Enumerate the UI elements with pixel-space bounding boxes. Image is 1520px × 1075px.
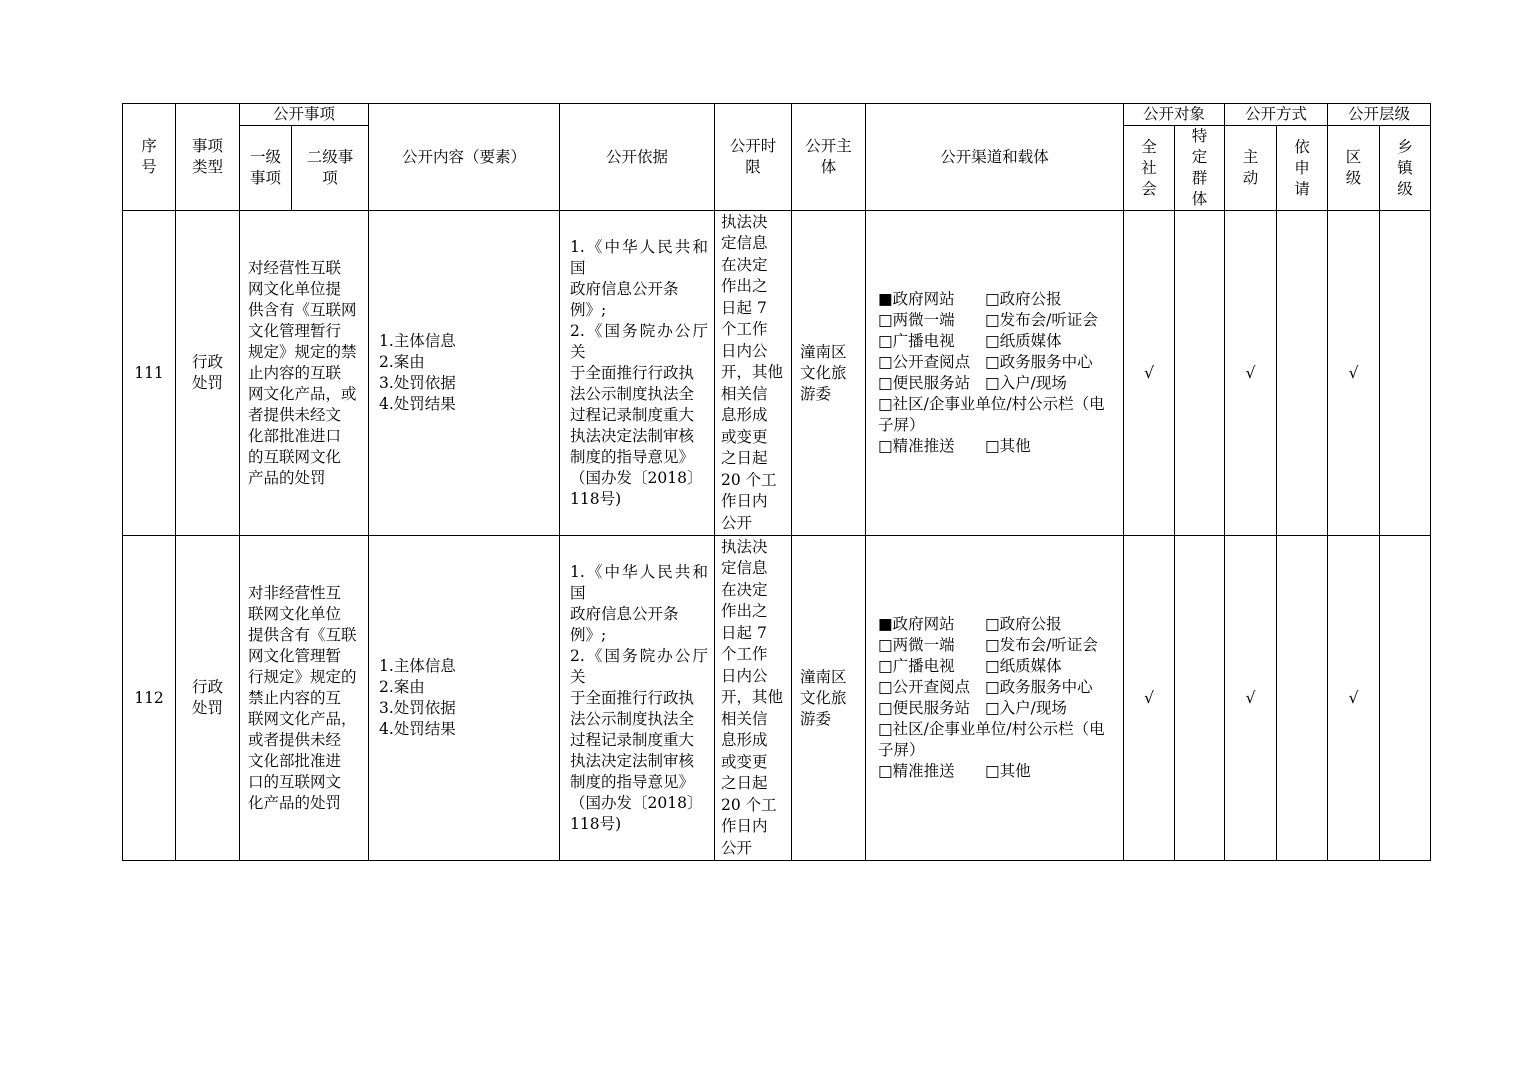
- text-line: 制度的指导意见》: [570, 447, 695, 466]
- text-line: 2.《国务院办公厅关: [570, 321, 709, 361]
- row-method-request: [1277, 536, 1328, 861]
- text-line: 乡: [1397, 137, 1413, 156]
- text-line: 1.主体信息: [379, 332, 456, 350]
- text-line: 镇: [1397, 158, 1413, 177]
- row-audience-all: √: [1124, 211, 1175, 536]
- text-line: 日内公: [721, 666, 768, 685]
- header-method-active: [1225, 126, 1277, 211]
- row-channels: [866, 211, 1124, 536]
- text-line: 二级事: [306, 148, 354, 166]
- text-line: 法公示制度执法全: [570, 384, 695, 403]
- channel-option: □发布会/听证会: [985, 311, 1098, 329]
- text-line: 号: [141, 158, 157, 176]
- text-line: 日起 7: [721, 623, 767, 642]
- text-line: 相关信: [721, 384, 768, 403]
- text-line: 潼南区: [800, 667, 847, 686]
- text-line: 网文化单位提: [248, 279, 342, 298]
- channel-option: ■政府网站: [878, 615, 955, 633]
- row-level-district: √: [1328, 536, 1380, 861]
- text-line: 提供含有《互联: [248, 625, 357, 644]
- row-level-township: [1380, 536, 1431, 861]
- channel-option: □公开查阅点: [878, 353, 971, 371]
- text-line: 化部批准进口: [248, 426, 342, 445]
- text-line: 产品的处罚: [248, 468, 326, 487]
- text-line: 作出之: [721, 602, 768, 621]
- text-line: 118号): [570, 489, 622, 508]
- text-line: 文化部批准进: [248, 751, 342, 770]
- channel-option: □公开查阅点: [878, 678, 971, 696]
- header-method: 公开方式: [1225, 104, 1328, 126]
- text-line: 社: [1141, 158, 1157, 177]
- channel-option: □其他: [985, 437, 1031, 455]
- text-line: 规定》规定的禁: [248, 342, 357, 361]
- row-time-limit: [715, 211, 792, 536]
- row-audience-specific: [1175, 536, 1225, 861]
- channel-option: □社区/企事业单位/村公示栏（电子屏）: [878, 720, 1105, 759]
- text-line: 于全面推行行政执: [570, 363, 695, 382]
- text-line: 全: [1141, 137, 1157, 156]
- text-line: 政府信息公开条: [570, 279, 679, 298]
- channel-option: □政府公报: [985, 290, 1062, 308]
- text-line: 1.《中华人民共和国: [570, 562, 709, 602]
- channel-row: [878, 761, 1111, 782]
- text-line: 公开: [721, 513, 753, 532]
- text-line: 法公示制度执法全: [570, 709, 695, 728]
- text-line: 日起 7: [721, 298, 767, 317]
- header-basis: 公开依据: [560, 104, 715, 211]
- text-line: 申: [1294, 158, 1310, 177]
- channel-row: [878, 331, 1111, 352]
- text-line: 公开: [721, 838, 753, 857]
- channel-option: □两微一端: [878, 311, 955, 329]
- text-line: 处罚: [191, 699, 223, 717]
- text-line: 3.处罚依据: [379, 699, 456, 717]
- text-line: 口的互联网文: [248, 772, 342, 791]
- text-line: 或变更: [721, 427, 768, 446]
- text-line: 定信息: [721, 234, 768, 253]
- text-line: 处罚: [191, 374, 223, 392]
- text-line: 在决定: [721, 255, 768, 274]
- text-line: 行政: [191, 353, 223, 371]
- text-line: 行政: [191, 678, 223, 696]
- text-line: 1.主体信息: [379, 657, 456, 675]
- text-line: 级: [1397, 179, 1413, 198]
- text-line: 联网文化产品，: [248, 709, 357, 728]
- text-line: 作日内: [721, 492, 768, 511]
- row-subject: [792, 211, 866, 536]
- row-audience-specific: [1175, 211, 1225, 536]
- text-line: 文化旅: [800, 363, 847, 382]
- row-method-active: √: [1225, 536, 1277, 861]
- row-time-limit: [715, 536, 792, 861]
- text-line: （国办发〔2018〕: [570, 468, 703, 487]
- row-method-active: √: [1225, 211, 1277, 536]
- header-level: 公开层级: [1328, 104, 1431, 126]
- text-line: 联网文化单位: [248, 604, 342, 623]
- text-line: 过程记录制度重大: [570, 730, 695, 749]
- channel-option: □便民服务站: [878, 374, 971, 392]
- text-line: 例》;: [570, 300, 607, 319]
- text-line: 类型: [191, 158, 223, 176]
- channel-option: □两微一端: [878, 636, 955, 654]
- text-line: 文化旅: [800, 688, 847, 707]
- row-level-township: [1380, 211, 1431, 536]
- text-line: 网文化产品，或: [248, 384, 357, 403]
- text-line: 3.处罚依据: [379, 374, 456, 392]
- text-line: 相关信: [721, 709, 768, 728]
- text-line: 执法决定法制审核: [570, 751, 695, 770]
- text-line: 对非经营性互: [248, 583, 342, 602]
- header-level2: [292, 126, 369, 211]
- text-line: 1.《中华人民共和国: [570, 237, 709, 277]
- text-line: 4.处罚结果: [379, 395, 456, 413]
- channel-row: [878, 289, 1111, 310]
- text-line: 事项: [191, 137, 223, 155]
- header-channels: 公开渠道和载体: [866, 104, 1124, 211]
- text-line: 行规定》规定的: [248, 667, 357, 686]
- text-line: 网文化管理暂: [248, 646, 342, 665]
- text-line: 体: [820, 158, 837, 176]
- header-audience-all: [1124, 126, 1175, 211]
- text-line: 或者提供未经: [248, 730, 342, 749]
- text-line: 序: [141, 137, 157, 155]
- text-line: 游委: [800, 384, 832, 403]
- channel-row: [878, 677, 1111, 698]
- channel-option: □便民服务站: [878, 699, 971, 717]
- text-line: 过程记录制度重大: [570, 405, 695, 424]
- channel-row: [878, 373, 1111, 394]
- row-content: [369, 211, 560, 536]
- text-line: 2.案由: [379, 353, 425, 371]
- text-line: 供含有《互联网: [248, 300, 357, 319]
- text-line: 2.案由: [379, 678, 425, 696]
- text-line: 主: [1242, 148, 1259, 166]
- row-item: [240, 536, 369, 861]
- channel-option: □精准推送: [878, 437, 955, 455]
- text-line: 潼南区: [800, 342, 847, 361]
- header-audience-specific: [1175, 126, 1225, 211]
- text-line: 对经营性互联: [248, 258, 342, 277]
- row-basis: [560, 536, 715, 861]
- table-row: [123, 211, 1431, 536]
- text-line: 限: [745, 158, 761, 176]
- text-line: 作日内: [721, 817, 768, 836]
- text-line: 特: [1191, 127, 1208, 145]
- row-item: [240, 211, 369, 536]
- text-line: 禁止内容的互: [248, 688, 342, 707]
- channel-option: □纸质媒体: [985, 332, 1062, 350]
- channel-option: □广播电视: [878, 657, 955, 675]
- text-line: 执法决: [721, 537, 768, 556]
- text-line: 动: [1242, 169, 1259, 187]
- text-line: 之日起: [721, 449, 768, 468]
- text-line: 体: [1191, 190, 1208, 208]
- channel-option: □入户/现场: [985, 374, 1067, 392]
- text-line: 项: [322, 169, 338, 187]
- channel-option: □入户/现场: [985, 699, 1067, 717]
- header-item-type: [176, 104, 240, 211]
- row-content: [369, 536, 560, 861]
- channel-option: □社区/企事业单位/村公示栏（电子屏）: [878, 395, 1105, 434]
- text-line: 息形成: [721, 406, 768, 425]
- text-line: 2.《国务院办公厅关: [570, 646, 709, 686]
- header-subject: [792, 104, 866, 211]
- header-content: 公开内容（要素）: [369, 104, 560, 211]
- row-seq: 112: [123, 536, 176, 861]
- row-basis: [560, 211, 715, 536]
- channel-option: □政府公报: [985, 615, 1062, 633]
- text-line: 20 个工: [721, 795, 777, 814]
- text-line: （国办发〔2018〕: [570, 793, 703, 812]
- text-line: 文化管理暂行: [248, 321, 342, 340]
- text-line: 开，其他: [721, 688, 784, 707]
- header-seq: [123, 104, 176, 211]
- text-line: 执法决定法制审核: [570, 426, 695, 445]
- header-audience: 公开对象: [1124, 104, 1225, 126]
- row-audience-all: √: [1124, 536, 1175, 861]
- text-line: 定: [1191, 148, 1208, 166]
- channel-option: □广播电视: [878, 332, 955, 350]
- text-line: 个工作: [721, 645, 768, 664]
- row-type: [176, 211, 240, 536]
- text-line: 执法决: [721, 212, 768, 231]
- text-line: 级: [1345, 169, 1362, 187]
- text-line: 开，其他: [721, 363, 784, 382]
- header-row-1: [123, 104, 1431, 126]
- channel-option: □发布会/听证会: [985, 636, 1098, 654]
- text-line: 政府信息公开条: [570, 604, 679, 623]
- channel-row: [878, 310, 1111, 331]
- text-line: 定信息: [721, 559, 768, 578]
- row-method-request: [1277, 211, 1328, 536]
- text-line: 公开主: [805, 137, 852, 155]
- text-line: 会: [1141, 179, 1157, 198]
- channel-row: [878, 436, 1111, 457]
- text-line: 制度的指导意见》: [570, 772, 695, 791]
- header-public-items: 公开事项: [240, 104, 369, 126]
- text-line: 群: [1191, 169, 1208, 187]
- header-time-limit: [715, 104, 792, 211]
- text-line: 日内公: [721, 341, 768, 360]
- channel-row: [878, 656, 1111, 677]
- text-line: 游委: [800, 709, 832, 728]
- row-seq: 111: [123, 211, 176, 536]
- channel-option: □政务服务中心: [985, 678, 1093, 696]
- text-line: 或变更: [721, 752, 768, 771]
- row-level-district: √: [1328, 211, 1380, 536]
- channel-row: [878, 614, 1111, 635]
- channel-option: □精准推送: [878, 762, 955, 780]
- text-line: 化产品的处罚: [248, 793, 342, 812]
- channel-option: □其他: [985, 762, 1031, 780]
- text-line: 20 个工: [721, 470, 777, 489]
- text-line: 息形成: [721, 731, 768, 750]
- text-line: 依: [1294, 137, 1310, 156]
- text-line: 之日起: [721, 774, 768, 793]
- row-type: [176, 536, 240, 861]
- header-level-township: [1380, 126, 1431, 211]
- channel-row: [878, 719, 1111, 761]
- text-line: 请: [1294, 179, 1310, 198]
- channel-row: [878, 394, 1111, 436]
- disclosure-table: [122, 103, 1431, 861]
- text-line: 的互联网文化: [248, 447, 342, 466]
- text-line: 事项: [249, 169, 281, 187]
- text-line: 作出之: [721, 277, 768, 296]
- table-row: [123, 536, 1431, 861]
- channel-row: [878, 635, 1111, 656]
- channel-option: ■政府网站: [878, 290, 955, 308]
- channel-option: □纸质媒体: [985, 657, 1062, 675]
- text-line: 区: [1345, 148, 1362, 166]
- text-line: 例》;: [570, 625, 607, 644]
- row-channels: [866, 536, 1124, 861]
- text-line: 于全面推行行政执: [570, 688, 695, 707]
- text-line: 个工作: [721, 320, 768, 339]
- text-line: 4.处罚结果: [379, 720, 456, 738]
- text-line: 118号): [570, 814, 622, 833]
- text-line: 止内容的互联: [248, 363, 342, 382]
- text-line: 者提供未经文: [248, 405, 342, 424]
- header-level-district: [1328, 126, 1380, 211]
- text-line: 公开时: [729, 137, 777, 155]
- channel-row: [878, 352, 1111, 373]
- text-line: 在决定: [721, 580, 768, 599]
- channel-option: □政务服务中心: [985, 353, 1093, 371]
- text-line: 一级: [249, 148, 281, 166]
- channel-row: [878, 698, 1111, 719]
- row-subject: [792, 536, 866, 861]
- header-level1: [240, 126, 292, 211]
- header-method-request: [1277, 126, 1328, 211]
